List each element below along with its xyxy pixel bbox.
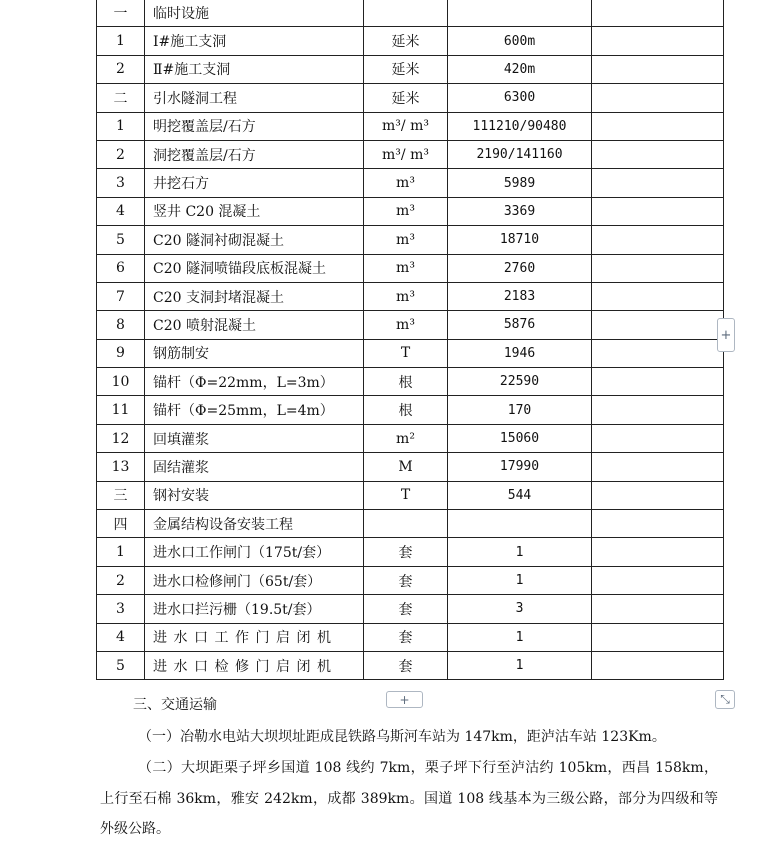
quantity-cell: 1 (448, 566, 592, 594)
item-name: 临时设施 (145, 0, 364, 27)
unit-cell: 套 (364, 595, 448, 623)
row-number: 4 (97, 623, 145, 651)
item-name: 井挖石方 (145, 169, 364, 197)
row-number: 4 (97, 197, 145, 225)
row-number: 7 (97, 282, 145, 310)
table-row (97, 226, 724, 254)
quantity-cell: 3 (448, 595, 592, 623)
row-number: 三 (97, 481, 145, 509)
item-name: Ⅱ#施工支洞 (145, 55, 364, 83)
quantity-cell: 5876 (448, 311, 592, 339)
quantity-cell: 2190/141160 (448, 140, 592, 168)
row-number: 1 (97, 27, 145, 55)
row-number: 2 (97, 140, 145, 168)
row-number: 1 (97, 112, 145, 140)
table-row (97, 169, 724, 197)
table-row (97, 84, 724, 112)
unit-cell: m³ (364, 311, 448, 339)
row-number: 9 (97, 339, 145, 367)
paragraph-railway: （一）冶勒水电站大坝坝址距成昆铁路乌斯河车站为 147km，距泸沽车站 123Km。 (138, 729, 666, 745)
item-name: 引水隧洞工程 (145, 84, 364, 112)
unit-cell: M (364, 453, 448, 481)
table-row (97, 197, 724, 225)
note-cell (592, 453, 724, 481)
table-row (97, 282, 724, 310)
quantity-table (96, 0, 724, 680)
quantity-cell: 600m (448, 27, 592, 55)
item-name: 洞挖覆盖层/石方 (145, 140, 364, 168)
quantity-cell: 1 (448, 651, 592, 679)
row-number: 13 (97, 453, 145, 481)
table-row (97, 538, 724, 566)
quantity-cell: 544 (448, 481, 592, 509)
unit-cell: m³ (364, 254, 448, 282)
quantity-cell: 3369 (448, 197, 592, 225)
item-name: 回填灌浆 (145, 424, 364, 452)
quantity-cell: 111210/90480 (448, 112, 592, 140)
item-name: 进水口检修门启闭机 (145, 651, 364, 679)
quantity-cell: 170 (448, 396, 592, 424)
row-number: 二 (97, 84, 145, 112)
row-number: 8 (97, 311, 145, 339)
note-cell (592, 651, 724, 679)
item-name: C20 隧洞衬砌混凝土 (145, 226, 364, 254)
plus-icon: + (720, 327, 732, 343)
note-cell (592, 623, 724, 651)
quantity-cell: 17990 (448, 453, 592, 481)
unit-cell: 延米 (364, 55, 448, 83)
item-name: 钢衬安装 (145, 481, 364, 509)
note-cell (592, 55, 724, 83)
item-name: 明挖覆盖层/石方 (145, 112, 364, 140)
note-cell (592, 311, 724, 339)
table-row (97, 566, 724, 594)
note-cell (592, 481, 724, 509)
unit-cell: m³ (364, 169, 448, 197)
note-cell (592, 27, 724, 55)
row-number: 12 (97, 424, 145, 452)
table-row (97, 453, 724, 481)
quantity-cell: 1 (448, 538, 592, 566)
item-name: 竖井 C20 混凝土 (145, 197, 364, 225)
unit-cell: 套 (364, 651, 448, 679)
quantity-cell: 420m (448, 55, 592, 83)
item-name: 进水口检修闸门（65t/套） (145, 566, 364, 594)
table-row (97, 0, 724, 27)
note-cell (592, 226, 724, 254)
table-row (97, 339, 724, 367)
item-name: 锚杆（Φ=25mm，L=4m） (145, 396, 364, 424)
table-row (97, 651, 724, 679)
unit-cell: T (364, 339, 448, 367)
row-number: 10 (97, 368, 145, 396)
item-name: 进水口工作闸门（175t/套） (145, 538, 364, 566)
unit-cell: m³/ m³ (364, 140, 448, 168)
note-cell (592, 169, 724, 197)
quantity-cell: 2760 (448, 254, 592, 282)
unit-cell: m² (364, 424, 448, 452)
note-cell (592, 595, 724, 623)
item-name: C20 喷射混凝土 (145, 311, 364, 339)
item-name: Ⅰ#施工支洞 (145, 27, 364, 55)
table-row (97, 396, 724, 424)
unit-cell: 套 (364, 623, 448, 651)
row-number: 6 (97, 254, 145, 282)
quantity-cell: 6300 (448, 84, 592, 112)
quantity-cell: 1946 (448, 339, 592, 367)
note-cell (592, 197, 724, 225)
quantity-cell: 2183 (448, 282, 592, 310)
item-name: 进水口拦污栅（19.5t/套） (145, 595, 364, 623)
unit-cell: 根 (364, 396, 448, 424)
row-number: 2 (97, 55, 145, 83)
quantity-cell: 22590 (448, 368, 592, 396)
plus-icon: + (399, 692, 410, 707)
table-row (97, 112, 724, 140)
quantity-cell: 5989 (448, 169, 592, 197)
unit-cell: 延米 (364, 84, 448, 112)
unit-cell: m³/ m³ (364, 112, 448, 140)
paragraph-highway: （二）大坝距栗子坪乡国道 108 线约 7km，栗子坪下行至泸沽约 105km，西昌 158km，上行至石棉 36km，雅安 242km，成都 389km。国道 108 线基本为三级公路，部分为四级和等外级公路。 (100, 760, 718, 837)
note-cell (592, 510, 724, 538)
table-row (97, 140, 724, 168)
note-cell (592, 424, 724, 452)
table-row (97, 424, 724, 452)
row-number: 2 (97, 566, 145, 594)
note-cell (592, 0, 724, 27)
row-number: 3 (97, 169, 145, 197)
unit-cell: 套 (364, 566, 448, 594)
item-name: C20 支洞封堵混凝土 (145, 282, 364, 310)
table-row (97, 595, 724, 623)
row-number: 11 (97, 396, 145, 424)
item-name: 进水口工作门启闭机 (145, 623, 364, 651)
note-cell (592, 566, 724, 594)
unit-cell (364, 510, 448, 538)
quantity-cell (448, 510, 592, 538)
note-cell (592, 140, 724, 168)
quantity-cell: 18710 (448, 226, 592, 254)
row-number: 1 (97, 538, 145, 566)
item-name: 固结灌浆 (145, 453, 364, 481)
note-cell (592, 538, 724, 566)
table-body (97, 0, 724, 680)
note-cell (592, 368, 724, 396)
unit-cell: m³ (364, 226, 448, 254)
quantity-cell: 15060 (448, 424, 592, 452)
table-row (97, 368, 724, 396)
unit-cell (364, 0, 448, 27)
row-number: 四 (97, 510, 145, 538)
row-number: 5 (97, 651, 145, 679)
row-number: 3 (97, 595, 145, 623)
item-name: 金属结构设备安装工程 (145, 510, 364, 538)
table-row (97, 311, 724, 339)
unit-cell: T (364, 481, 448, 509)
row-number: 5 (97, 226, 145, 254)
unit-cell: m³ (364, 282, 448, 310)
item-name: 锚杆（Φ=22mm，L=3m） (145, 368, 364, 396)
section-heading: 三、交通运输 (133, 697, 217, 713)
table-row (97, 55, 724, 83)
note-cell (592, 339, 724, 367)
add-column-button[interactable] (717, 318, 735, 352)
note-cell (592, 254, 724, 282)
note-cell (592, 396, 724, 424)
note-cell (592, 112, 724, 140)
item-name: C20 隧洞喷锚段底板混凝土 (145, 254, 364, 282)
item-name: 钢筋制安 (145, 339, 364, 367)
table-row (97, 481, 724, 509)
quantity-cell (448, 0, 592, 27)
row-number: 一 (97, 0, 145, 27)
note-cell (592, 84, 724, 112)
resize-icon: ⤡ (720, 692, 730, 706)
table-row (97, 623, 724, 651)
unit-cell: 根 (364, 368, 448, 396)
table-row (97, 254, 724, 282)
unit-cell: 延米 (364, 27, 448, 55)
note-cell (592, 282, 724, 310)
table-row (97, 27, 724, 55)
table-row (97, 510, 724, 538)
unit-cell: m³ (364, 197, 448, 225)
unit-cell: 套 (364, 538, 448, 566)
quantity-cell: 1 (448, 623, 592, 651)
